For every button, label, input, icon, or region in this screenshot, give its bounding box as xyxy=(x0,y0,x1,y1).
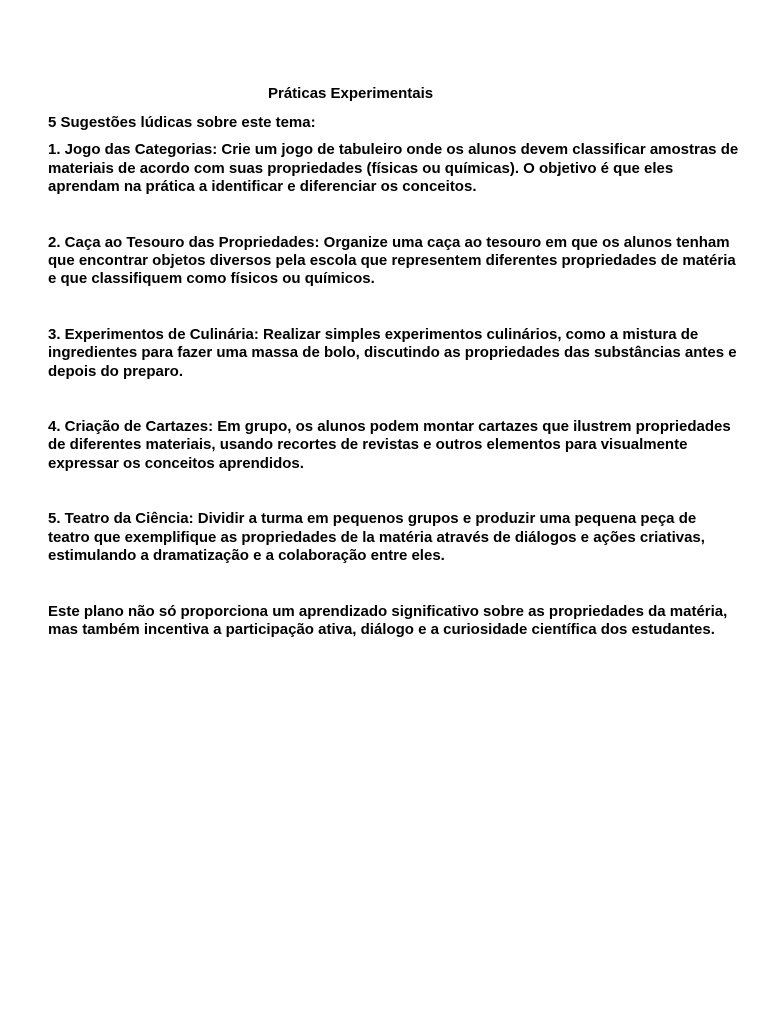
document-body xyxy=(48,84,742,639)
suggestion-2: 2. Caça ao Tesouro das Propriedades: Organize uma caça ao tesouro em que os alunos tenham que encontrar objetos diversos pela escola que representem diferentes propriedades de matéria e que classifiquem como físicos ou químicos. xyxy=(48,233,736,288)
intro-line: 5 Sugestões lúdicas sobre este tema: xyxy=(48,114,316,131)
conclusion-paragraph: Este plano não só proporciona um aprendizado significativo sobre as propriedades da matéria, mas também incentiva a participação ativa, diálogo e a curiosidade científica dos estudantes. xyxy=(48,602,728,638)
suggestion-1: 1. Jogo das Categorias: Crie um jogo de tabuleiro onde os alunos devem classificar amostras de materiais de acordo com suas propriedades (físicas ou químicas). O objetivo é que eles aprendam na prática a identificar e diferenciar os conceitos. xyxy=(48,141,739,196)
suggestion-4: 4. Criação de Cartazes: Em grupo, os alunos podem montar cartazes que ilustrem propriedades de diferentes materiais, usando recortes de revistas e outros elementos para visualmente expressar os conceitos aprendidos. xyxy=(48,418,731,472)
suggestion-5: 5. Teatro da Ciência: Dividir a turma em pequenos grupos e produzir uma pequena peça de teatro que exemplifique as propriedades de la matéria através de diálogos e ações criativas, estimulando a dramatização e a colaboração entre eles. xyxy=(48,510,705,565)
suggestion-3: 3. Experimentos de Culinária: Realizar simples experimentos culinários, como a mistura de ingredientes para fazer uma massa de bolo, discutindo as propriedades das substâncias antes e depois do preparo. xyxy=(48,325,737,380)
document-title: Práticas Experimentais xyxy=(268,85,434,102)
